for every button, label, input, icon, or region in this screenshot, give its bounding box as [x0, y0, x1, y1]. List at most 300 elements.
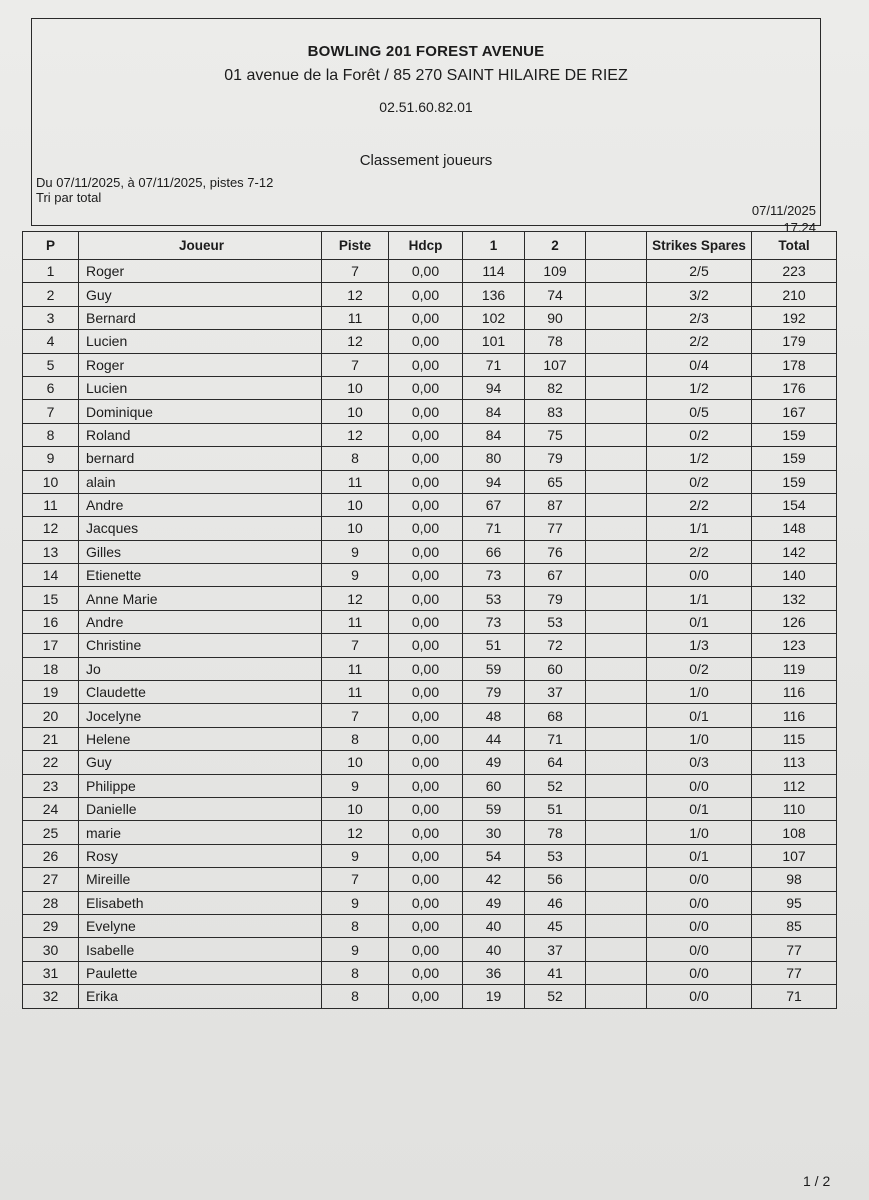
col-header-handicap: Hdcp — [389, 232, 463, 260]
cell-blank — [586, 985, 647, 1008]
cell-handicap: 0,00 — [389, 914, 463, 937]
cell-handicap: 0,00 — [389, 891, 463, 914]
cell-lane: 8 — [322, 985, 389, 1008]
cell-player: Andre — [79, 493, 322, 516]
cell-game1: 84 — [463, 400, 525, 423]
table-row — [23, 844, 837, 867]
cell-strikes-spares: 1/0 — [647, 681, 752, 704]
cell-position: 10 — [23, 470, 79, 493]
cell-handicap: 0,00 — [389, 400, 463, 423]
cell-lane: 10 — [322, 376, 389, 399]
cell-game2: 107 — [525, 353, 586, 376]
cell-strikes-spares: 1/1 — [647, 517, 752, 540]
cell-blank — [586, 868, 647, 891]
cell-handicap: 0,00 — [389, 283, 463, 306]
cell-blank — [586, 540, 647, 563]
cell-player: alain — [79, 470, 322, 493]
cell-handicap: 0,00 — [389, 260, 463, 283]
cell-game2: 53 — [525, 844, 586, 867]
cell-position: 4 — [23, 330, 79, 353]
cell-lane: 12 — [322, 330, 389, 353]
cell-handicap: 0,00 — [389, 844, 463, 867]
cell-position: 7 — [23, 400, 79, 423]
cell-strikes-spares: 0/0 — [647, 868, 752, 891]
cell-game2: 74 — [525, 283, 586, 306]
cell-handicap: 0,00 — [389, 681, 463, 704]
cell-total: 159 — [752, 423, 837, 446]
cell-game1: 59 — [463, 797, 525, 820]
cell-strikes-spares: 0/1 — [647, 704, 752, 727]
cell-lane: 9 — [322, 540, 389, 563]
cell-game1: 48 — [463, 704, 525, 727]
cell-position: 23 — [23, 774, 79, 797]
cell-game1: 71 — [463, 353, 525, 376]
table-row — [23, 587, 837, 610]
cell-handicap: 0,00 — [389, 423, 463, 446]
cell-handicap: 0,00 — [389, 330, 463, 353]
table-header-row — [23, 232, 837, 260]
cell-handicap: 0,00 — [389, 376, 463, 399]
cell-total: 154 — [752, 493, 837, 516]
cell-blank — [586, 517, 647, 540]
table-row — [23, 283, 837, 306]
cell-strikes-spares: 0/2 — [647, 423, 752, 446]
cell-game1: 114 — [463, 260, 525, 283]
cell-total: 112 — [752, 774, 837, 797]
cell-game2: 52 — [525, 774, 586, 797]
cell-game2: 79 — [525, 587, 586, 610]
cell-game1: 94 — [463, 470, 525, 493]
cell-total: 132 — [752, 587, 837, 610]
col-header-position: P — [23, 232, 79, 260]
cell-handicap: 0,00 — [389, 985, 463, 1008]
cell-player: Jocelyne — [79, 704, 322, 727]
cell-blank — [586, 447, 647, 470]
cell-player: Jacques — [79, 517, 322, 540]
page-indicator: 1 / 2 — [803, 1173, 831, 1189]
cell-lane: 7 — [322, 353, 389, 376]
cell-lane: 10 — [322, 517, 389, 540]
cell-game2: 72 — [525, 634, 586, 657]
table-row — [23, 727, 837, 750]
cell-strikes-spares: 1/0 — [647, 727, 752, 750]
table-body — [23, 260, 837, 1009]
cell-game1: 94 — [463, 376, 525, 399]
cell-player: Roger — [79, 260, 322, 283]
cell-handicap: 0,00 — [389, 610, 463, 633]
cell-strikes-spares: 2/5 — [647, 260, 752, 283]
cell-game2: 83 — [525, 400, 586, 423]
cell-player: Christine — [79, 634, 322, 657]
ranking-table — [22, 231, 837, 1009]
cell-blank — [586, 376, 647, 399]
cell-strikes-spares: 0/1 — [647, 610, 752, 633]
cell-player: Guy — [79, 751, 322, 774]
cell-strikes-spares: 0/2 — [647, 657, 752, 680]
cell-game2: 65 — [525, 470, 586, 493]
table-row — [23, 914, 837, 937]
table-row — [23, 797, 837, 820]
table-row — [23, 657, 837, 680]
cell-position: 27 — [23, 868, 79, 891]
cell-lane: 8 — [322, 914, 389, 937]
cell-total: 159 — [752, 447, 837, 470]
table-row — [23, 821, 837, 844]
cell-game1: 59 — [463, 657, 525, 680]
cell-lane: 11 — [322, 470, 389, 493]
cell-position: 18 — [23, 657, 79, 680]
cell-strikes-spares: 0/0 — [647, 774, 752, 797]
cell-lane: 10 — [322, 400, 389, 423]
table-row — [23, 634, 837, 657]
cell-handicap: 0,00 — [389, 774, 463, 797]
table-row — [23, 891, 837, 914]
col-header-total: Total — [752, 232, 837, 260]
cell-player: Erika — [79, 985, 322, 1008]
cell-handicap: 0,00 — [389, 797, 463, 820]
table-row — [23, 774, 837, 797]
cell-player: Anne Marie — [79, 587, 322, 610]
sort-order: Tri par total — [36, 190, 102, 205]
cell-strikes-spares: 1/1 — [647, 587, 752, 610]
cell-blank — [586, 634, 647, 657]
cell-position: 26 — [23, 844, 79, 867]
cell-blank — [586, 914, 647, 937]
cell-game1: 44 — [463, 727, 525, 750]
cell-game2: 51 — [525, 797, 586, 820]
cell-player: Elisabeth — [79, 891, 322, 914]
table-row — [23, 868, 837, 891]
venue-name: BOWLING 201 FOREST AVENUE — [307, 43, 545, 60]
cell-strikes-spares: 0/0 — [647, 961, 752, 984]
cell-total: 159 — [752, 470, 837, 493]
table-row — [23, 681, 837, 704]
cell-player: Helene — [79, 727, 322, 750]
col-header-game2: 2 — [525, 232, 586, 260]
cell-player: Paulette — [79, 961, 322, 984]
cell-player: Roland — [79, 423, 322, 446]
cell-player: Lucien — [79, 376, 322, 399]
cell-game2: 78 — [525, 330, 586, 353]
cell-blank — [586, 400, 647, 423]
cell-total: 176 — [752, 376, 837, 399]
table-row — [23, 938, 837, 961]
table-row — [23, 985, 837, 1008]
cell-game2: 75 — [525, 423, 586, 446]
cell-position: 32 — [23, 985, 79, 1008]
table-row — [23, 470, 837, 493]
cell-game2: 76 — [525, 540, 586, 563]
cell-blank — [586, 727, 647, 750]
cell-total: 113 — [752, 751, 837, 774]
cell-total: 123 — [752, 634, 837, 657]
cell-total: 110 — [752, 797, 837, 820]
cell-game1: 53 — [463, 587, 525, 610]
cell-strikes-spares: 0/5 — [647, 400, 752, 423]
cell-position: 15 — [23, 587, 79, 610]
cell-blank — [586, 306, 647, 329]
cell-handicap: 0,00 — [389, 447, 463, 470]
cell-strikes-spares: 0/4 — [647, 353, 752, 376]
cell-total: 71 — [752, 985, 837, 1008]
cell-game2: 109 — [525, 260, 586, 283]
report-filters — [36, 175, 273, 205]
table-row — [23, 423, 837, 446]
cell-blank — [586, 844, 647, 867]
cell-total: 77 — [752, 961, 837, 984]
cell-position: 20 — [23, 704, 79, 727]
cell-game1: 54 — [463, 844, 525, 867]
cell-handicap: 0,00 — [389, 587, 463, 610]
table-row — [23, 376, 837, 399]
cell-game2: 68 — [525, 704, 586, 727]
cell-lane: 11 — [322, 681, 389, 704]
cell-player: Gilles — [79, 540, 322, 563]
cell-blank — [586, 704, 647, 727]
cell-blank — [586, 564, 647, 587]
cell-position: 21 — [23, 727, 79, 750]
cell-position: 29 — [23, 914, 79, 937]
cell-position: 12 — [23, 517, 79, 540]
cell-position: 1 — [23, 260, 79, 283]
cell-game2: 52 — [525, 985, 586, 1008]
cell-player: Dominique — [79, 400, 322, 423]
cell-player: Isabelle — [79, 938, 322, 961]
cell-total: 179 — [752, 330, 837, 353]
cell-game1: 40 — [463, 938, 525, 961]
cell-blank — [586, 797, 647, 820]
cell-total: 142 — [752, 540, 837, 563]
cell-blank — [586, 353, 647, 376]
table-row — [23, 564, 837, 587]
cell-game2: 67 — [525, 564, 586, 587]
cell-game2: 46 — [525, 891, 586, 914]
table-row — [23, 961, 837, 984]
cell-total: 115 — [752, 727, 837, 750]
cell-total: 116 — [752, 681, 837, 704]
cell-game2: 37 — [525, 938, 586, 961]
cell-game1: 73 — [463, 564, 525, 587]
cell-position: 8 — [23, 423, 79, 446]
cell-blank — [586, 423, 647, 446]
cell-game1: 79 — [463, 681, 525, 704]
report-header — [31, 18, 821, 235]
cell-total: 223 — [752, 260, 837, 283]
cell-strikes-spares: 2/2 — [647, 540, 752, 563]
cell-handicap: 0,00 — [389, 564, 463, 587]
cell-position: 16 — [23, 610, 79, 633]
cell-player: Etienette — [79, 564, 322, 587]
cell-player: Evelyne — [79, 914, 322, 937]
cell-game1: 42 — [463, 868, 525, 891]
cell-game1: 66 — [463, 540, 525, 563]
cell-lane: 8 — [322, 961, 389, 984]
cell-player: Guy — [79, 283, 322, 306]
cell-strikes-spares: 0/0 — [647, 914, 752, 937]
cell-lane: 7 — [322, 868, 389, 891]
cell-lane: 9 — [322, 774, 389, 797]
cell-strikes-spares: 2/3 — [647, 306, 752, 329]
cell-player: Claudette — [79, 681, 322, 704]
table-row — [23, 517, 837, 540]
col-header-lane: Piste — [322, 232, 389, 260]
cell-player: Andre — [79, 610, 322, 633]
cell-handicap: 0,00 — [389, 517, 463, 540]
table-row — [23, 493, 837, 516]
cell-game1: 49 — [463, 891, 525, 914]
cell-total: 108 — [752, 821, 837, 844]
cell-game1: 40 — [463, 914, 525, 937]
cell-game1: 71 — [463, 517, 525, 540]
cell-handicap: 0,00 — [389, 751, 463, 774]
cell-game2: 41 — [525, 961, 586, 984]
cell-total: 107 — [752, 844, 837, 867]
cell-game2: 90 — [525, 306, 586, 329]
col-header-blank — [586, 232, 647, 260]
cell-game2: 56 — [525, 868, 586, 891]
cell-lane: 11 — [322, 306, 389, 329]
cell-strikes-spares: 0/3 — [647, 751, 752, 774]
cell-game1: 36 — [463, 961, 525, 984]
cell-game2: 78 — [525, 821, 586, 844]
cell-blank — [586, 961, 647, 984]
cell-lane: 10 — [322, 493, 389, 516]
cell-position: 19 — [23, 681, 79, 704]
cell-game2: 87 — [525, 493, 586, 516]
cell-handicap: 0,00 — [389, 306, 463, 329]
cell-position: 24 — [23, 797, 79, 820]
cell-blank — [586, 610, 647, 633]
cell-strikes-spares: 1/2 — [647, 376, 752, 399]
cell-strikes-spares: 0/0 — [647, 564, 752, 587]
cell-strikes-spares: 1/0 — [647, 821, 752, 844]
cell-position: 22 — [23, 751, 79, 774]
cell-handicap: 0,00 — [389, 821, 463, 844]
cell-game1: 67 — [463, 493, 525, 516]
cell-lane: 11 — [322, 610, 389, 633]
cell-strikes-spares: 0/2 — [647, 470, 752, 493]
cell-position: 9 — [23, 447, 79, 470]
cell-strikes-spares: 0/0 — [647, 985, 752, 1008]
cell-handicap: 0,00 — [389, 634, 463, 657]
cell-game2: 64 — [525, 751, 586, 774]
cell-handicap: 0,00 — [389, 470, 463, 493]
cell-position: 13 — [23, 540, 79, 563]
cell-blank — [586, 938, 647, 961]
cell-player: Rosy — [79, 844, 322, 867]
cell-blank — [586, 891, 647, 914]
report-title: Classement joueurs — [359, 152, 493, 169]
cell-position: 5 — [23, 353, 79, 376]
cell-position: 2 — [23, 283, 79, 306]
cell-game1: 102 — [463, 306, 525, 329]
cell-lane: 12 — [322, 423, 389, 446]
cell-position: 30 — [23, 938, 79, 961]
cell-player: Danielle — [79, 797, 322, 820]
col-header-strikes-spares: Strikes Spares — [647, 232, 752, 260]
col-header-player: Joueur — [79, 232, 322, 260]
cell-player: Bernard — [79, 306, 322, 329]
cell-strikes-spares: 3/2 — [647, 283, 752, 306]
cell-strikes-spares: 0/0 — [647, 891, 752, 914]
cell-game1: 84 — [463, 423, 525, 446]
cell-position: 25 — [23, 821, 79, 844]
cell-total: 167 — [752, 400, 837, 423]
cell-position: 11 — [23, 493, 79, 516]
cell-blank — [586, 751, 647, 774]
cell-strikes-spares: 1/2 — [647, 447, 752, 470]
cell-handicap: 0,00 — [389, 353, 463, 376]
cell-game2: 37 — [525, 681, 586, 704]
cell-blank — [586, 821, 647, 844]
cell-game2: 53 — [525, 610, 586, 633]
print-time: 17.24 — [783, 220, 816, 235]
table-row — [23, 540, 837, 563]
cell-game1: 136 — [463, 283, 525, 306]
cell-handicap: 0,00 — [389, 657, 463, 680]
cell-game1: 73 — [463, 610, 525, 633]
cell-total: 119 — [752, 657, 837, 680]
cell-game2: 60 — [525, 657, 586, 680]
cell-game2: 79 — [525, 447, 586, 470]
cell-strikes-spares: 1/3 — [647, 634, 752, 657]
cell-blank — [586, 330, 647, 353]
cell-total: 98 — [752, 868, 837, 891]
cell-position: 14 — [23, 564, 79, 587]
cell-lane: 7 — [322, 704, 389, 727]
cell-blank — [586, 681, 647, 704]
cell-position: 3 — [23, 306, 79, 329]
cell-strikes-spares: 2/2 — [647, 493, 752, 516]
cell-player: Mireille — [79, 868, 322, 891]
cell-game1: 49 — [463, 751, 525, 774]
cell-handicap: 0,00 — [389, 961, 463, 984]
cell-total: 116 — [752, 704, 837, 727]
cell-blank — [586, 283, 647, 306]
table-row — [23, 400, 837, 423]
cell-position: 17 — [23, 634, 79, 657]
cell-lane: 8 — [322, 727, 389, 750]
cell-strikes-spares: 0/1 — [647, 797, 752, 820]
cell-handicap: 0,00 — [389, 868, 463, 891]
date-range: Du 07/11/2025, à 07/11/2025, pistes 7-12 — [36, 175, 274, 190]
cell-player: Philippe — [79, 774, 322, 797]
cell-lane: 9 — [322, 844, 389, 867]
table-row — [23, 704, 837, 727]
cell-player: Roger — [79, 353, 322, 376]
cell-game1: 19 — [463, 985, 525, 1008]
cell-handicap: 0,00 — [389, 493, 463, 516]
print-date: 07/11/2025 — [751, 203, 816, 218]
cell-blank — [586, 493, 647, 516]
cell-strikes-spares: 2/2 — [647, 330, 752, 353]
cell-game2: 71 — [525, 727, 586, 750]
cell-total: 210 — [752, 283, 837, 306]
cell-total: 85 — [752, 914, 837, 937]
cell-player: Jo — [79, 657, 322, 680]
cell-blank — [586, 587, 647, 610]
table-row — [23, 353, 837, 376]
col-header-game1: 1 — [463, 232, 525, 260]
table-row — [23, 447, 837, 470]
cell-total: 140 — [752, 564, 837, 587]
cell-lane: 9 — [322, 891, 389, 914]
cell-lane: 10 — [322, 797, 389, 820]
cell-strikes-spares: 0/1 — [647, 844, 752, 867]
venue-address: 01 avenue de la Forêt / 85 270 SAINT HILAIRE DE RIEZ — [224, 67, 628, 84]
cell-total: 77 — [752, 938, 837, 961]
cell-player: marie — [79, 821, 322, 844]
